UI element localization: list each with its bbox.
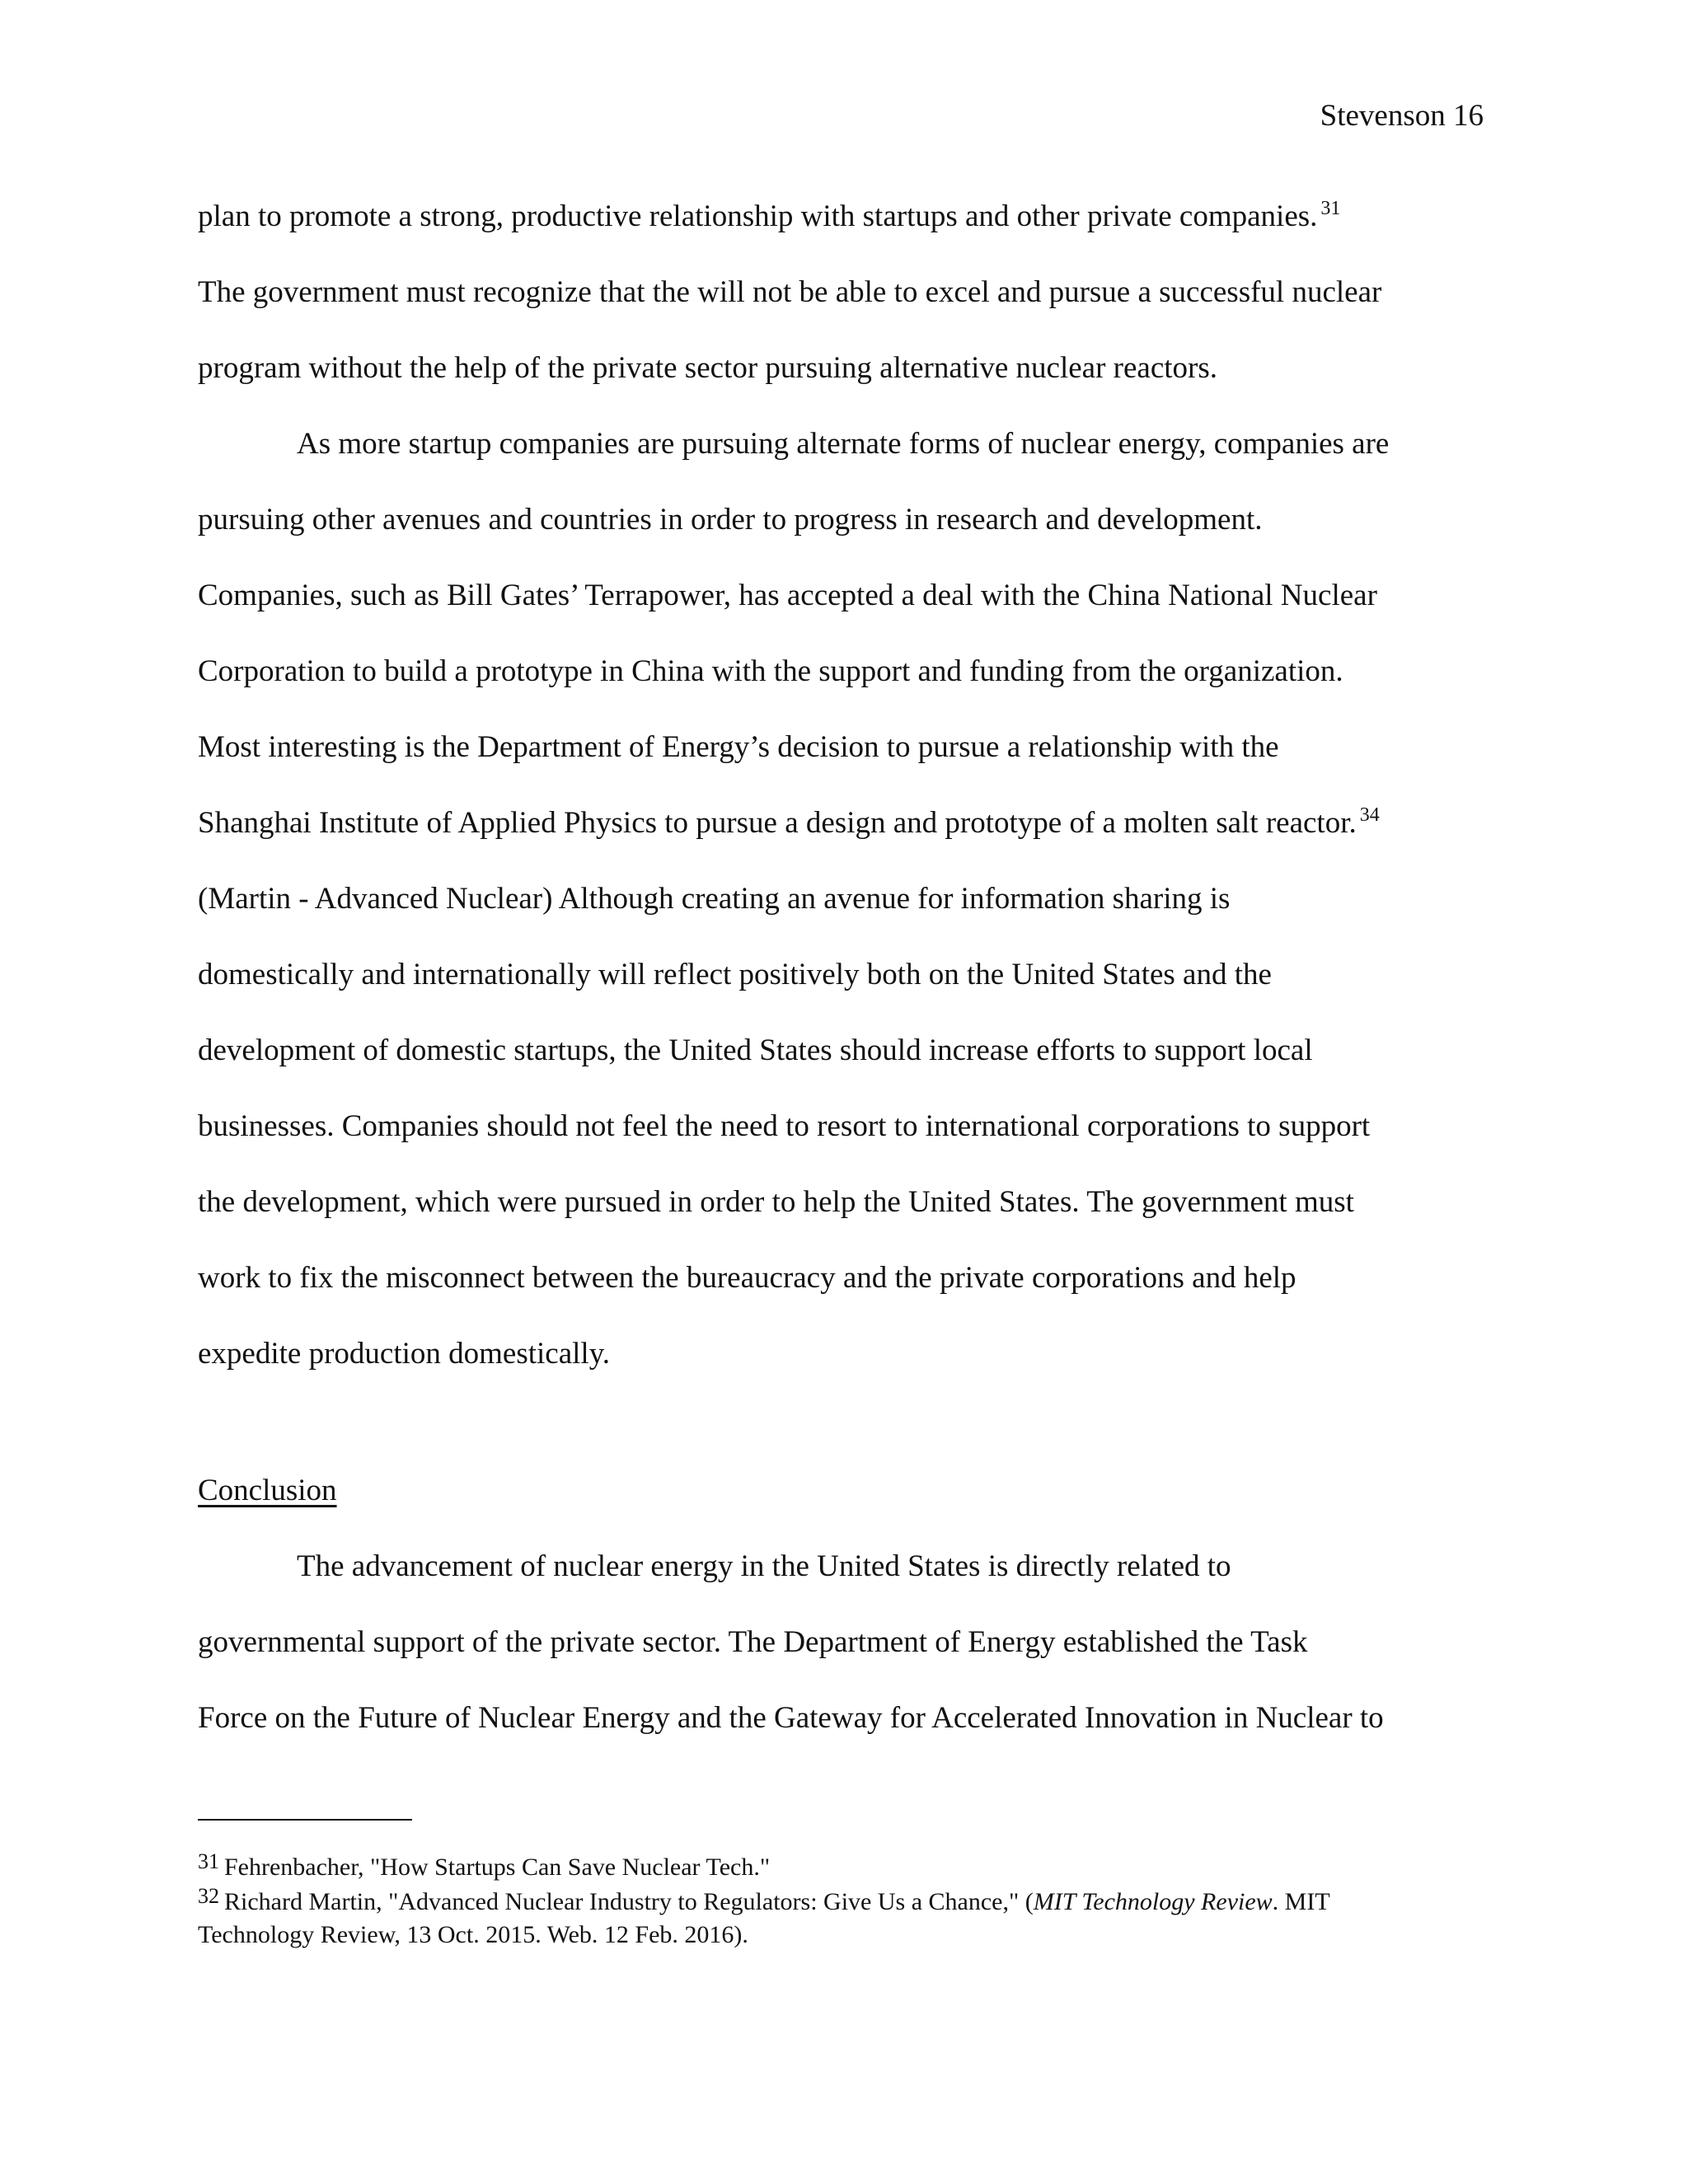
footnote-ref-31: 31 <box>1320 198 1341 219</box>
paragraph-2-line-11: the development, which were pursued in order to help the United States. The government must <box>198 1185 1354 1219</box>
text-span: plan to promote a strong, productive relationship with startups and other private companies. <box>198 199 1318 233</box>
footnote-number: 31 <box>198 1849 219 1873</box>
footnote-32 <box>198 1884 1330 1918</box>
paragraph-1-line-3: program without the help of the private sector pursuing alternative nuclear reactors. <box>198 351 1217 385</box>
paragraph-2-line-13: expedite production domestically. <box>198 1337 611 1371</box>
paragraph-2-line-7: (Martin - Advanced Nuclear) Although creating an avenue for information sharing is <box>198 882 1231 916</box>
paragraph-2-line-12: work to fix the misconnect between the bureaucracy and the private corporations and help <box>198 1261 1296 1295</box>
paragraph-2-line-1: As more startup companies are pursuing alternate forms of nuclear energy, companies are <box>297 427 1390 461</box>
paragraph-2-line-10: businesses. Companies should not feel the need to resort to international corporations to support <box>198 1109 1371 1143</box>
paragraph-3-line-2: governmental support of the private sector. The Department of Energy established the Task <box>198 1625 1308 1659</box>
footnote-number: 32 <box>198 1884 219 1908</box>
text-span: Shanghai Institute of Applied Physics to pursue a design and prototype of a molten salt reactor. <box>198 806 1357 840</box>
paragraph-2-line-5: Most interesting is the Department of Energy’s decision to pursue a relationship with the <box>198 730 1279 764</box>
running-head: Stevenson 16 <box>1320 99 1484 133</box>
footnote-ref-34: 34 <box>1359 804 1380 826</box>
paragraph-3-line-1: The advancement of nuclear energy in the United States is directly related to <box>297 1549 1231 1583</box>
footnote-31 <box>198 1849 771 1883</box>
footnote-separator <box>198 1819 412 1821</box>
paragraph-2-line-9: development of domestic startups, the United States should increase efforts to support local <box>198 1033 1313 1067</box>
footnote-text: Richard Martin, "Advanced Nuclear Industry to Regulators: Give Us a Chance," ( <box>224 1888 1034 1915</box>
footnote-italic-title: MIT Technology Review <box>1033 1888 1273 1915</box>
paragraph-2-line-6 <box>198 804 1380 846</box>
section-heading-conclusion: Conclusion <box>198 1474 337 1507</box>
footnote-text: . MIT <box>1272 1888 1330 1915</box>
paragraph-1-line-1 <box>198 198 1340 239</box>
paragraph-1-line-2: The government must recognize that the will not be able to excel and pursue a successful nuclear <box>198 275 1382 309</box>
paragraph-2-line-8: domestically and internationally will reflect positively both on the United States and the <box>198 958 1272 991</box>
paragraph-2-line-2: pursuing other avenues and countries in order to progress in research and development. <box>198 503 1263 537</box>
paragraph-3-line-3: Force on the Future of Nuclear Energy and the Gateway for Accelerated Innovation in Nuclear to <box>198 1701 1384 1735</box>
paragraph-2-line-4: Corporation to build a prototype in China with the support and funding from the organization. <box>198 654 1343 688</box>
footnote-32-continued: Technology Review, 13 Oct. 2015. Web. 12 Feb. 2016). <box>198 1921 748 1948</box>
footnote-text: Fehrenbacher, "How Startups Can Save Nuclear Tech." <box>224 1854 771 1881</box>
paragraph-2-line-3: Companies, such as Bill Gates’ Terrapower, has accepted a deal with the China National Nuclear <box>198 579 1377 612</box>
